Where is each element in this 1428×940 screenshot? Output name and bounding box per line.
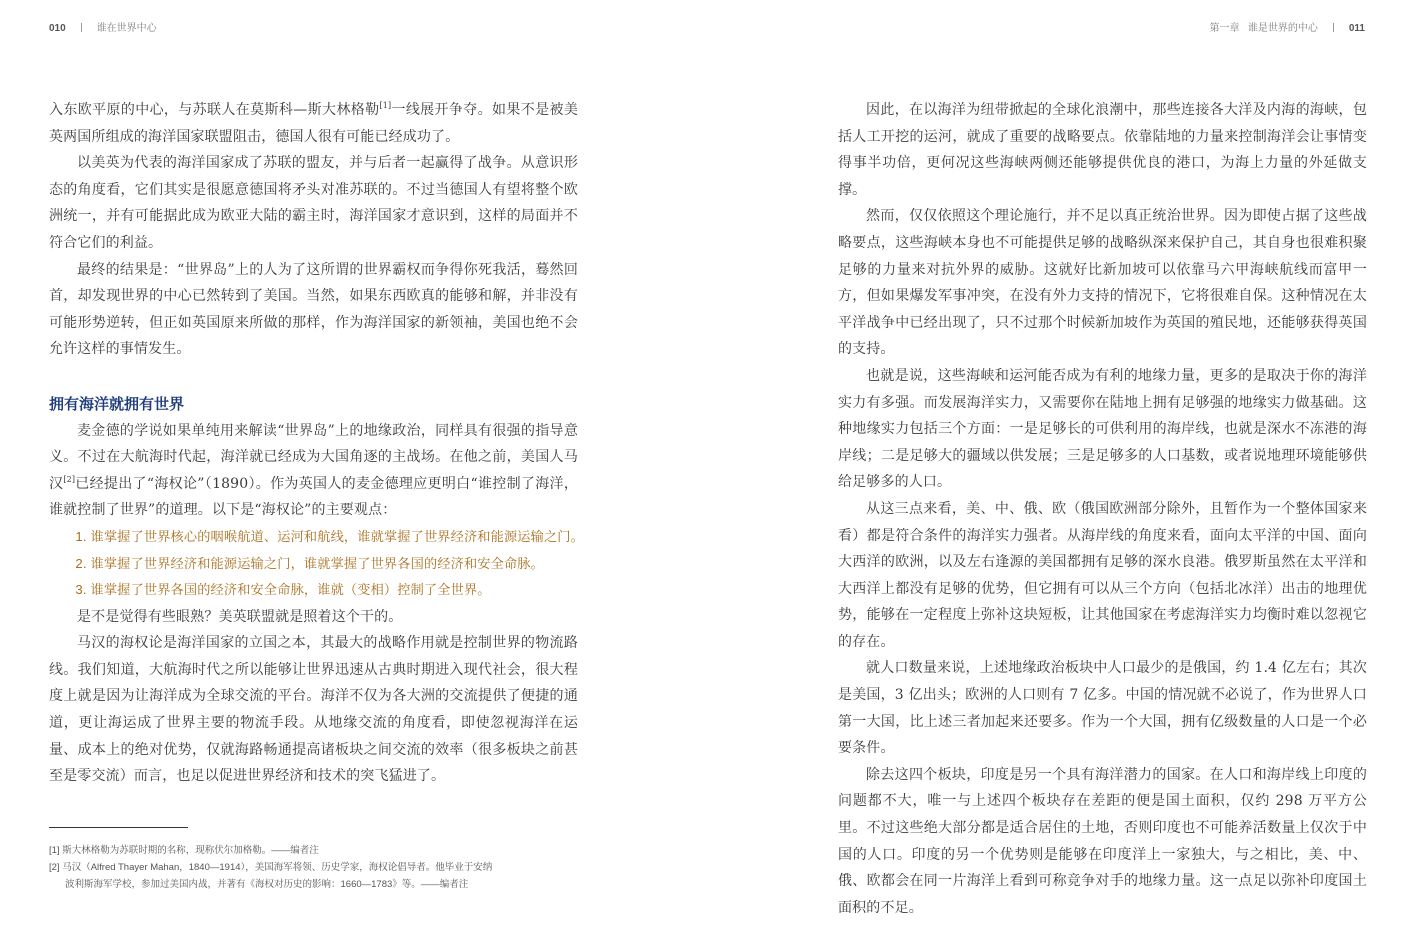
paragraph-text: 入东欧平原的中心，与苏联人在莫斯科—斯大林格勒: [49, 102, 380, 118]
paragraph-text: 麦金德的学说如果单纯用来解读“世界岛”上的地缘政治，同样具有很强的指导意义。不过在大航海时代起，海洋就已经成为大国角逐的主战场。在他之前，美国人马汉: [49, 422, 578, 492]
footnote-continuation: 波利斯海军学校，参加过美国内战，并著有《海权对历史的影响：1660—1783》等。——编者注: [65, 879, 469, 890]
paragraph-text: 已经提出了“海权论”（1890）。作为英国人的麦金德理应更明白“谁控制了海洋，谁就控制了世界”的道理。以下是“海权论”的主要观点：: [49, 475, 579, 519]
paragraph: [49, 97, 578, 150]
paragraph: 马汉的海权论是海洋国家的立国之本，其最大的战略作用就是控制世界的物流路线。我们知道，大航海时代之所以能够让世界迅速从古典时期进入现代社会，很大程度上就是因为让海洋成为全球交流的平台。海洋不仅为各大洲的交流提供了便捷的通道，更让海运成了世界主要的物流手段。从地缘交流的角度看，即使忽视海洋在运量、成本上的绝对优势，仅就海路畅通提高诸板块之间交流的效率（很多板块之前甚至是零交流）而言，也足以促进世界经济和技术的突飞猛进了。: [49, 635, 578, 785]
key-point: 3. 谁掌握了世界各国的经济和安全命脉，谁就（变相）控制了全世界。: [75, 582, 491, 598]
section-title: 拥有海洋就拥有世界: [49, 394, 185, 413]
paragraph: 最终的结果是：“世界岛”上的人为了这所谓的世界霸权而争得你死我活，蓦然回首，却发现世界的中心已然转到了美国。当然，如果东西欧真的能够和解，并非没有可能形势逆转，但正如英国原来所做的那样，作为海洋国家的新领袖，美国也绝不会允许这样的事情发生。: [49, 261, 578, 358]
paragraph: 因此，在以海洋为纽带掀起的全球化浪潮中，那些连接各大洋及内海的海峡，包括人工开挖的运河，就成了重要的战略要点。依靠陆地的力量来控制海洋会让事情变得事半功倍，更何况这些海峡两侧还能够提供优良的港口，为海上力量的外延做支撑。: [838, 102, 1367, 198]
paragraph: 除去这四个板块，印度是另一个具有海洋潜力的国家。在人口和海岸线上印度的问题都不大，唯一与上述四个板块存在差距的便是国土面积，仅约 298 万平方公里。不过这些绝大部分都是适合居住的土地，否则印度也不可能养活数量上仅次于中国的人口。印度的另一个优势则是能够在印度洋上一家独大，与之相比，美、中、俄、欧都会在同一片海洋上看到可称竞争对手的地缘力量。这一点足以弥补印度国土面积的不足。: [838, 766, 1367, 916]
paragraph-text: 一线展开争夺。如果不是被美英两国所组成的海洋国家联盟阻击，德国人很有可能已经成功了。: [49, 102, 578, 145]
paragraph: 也就是说，这些海峡和运河能否成为有利的地缘力量，更多的是取决于你的海洋实力有多强。而发展海洋实力，又需要你在陆地上拥有足够强的地缘实力做基础。这种地缘实力包括三个方面：一是足够长的可供利用的海岸线，也就是深水不冻港的海岸线；二是足够大的疆域以供发展；三是足够多的人口基数，或者说地理环境能够供给足够多的人口。: [838, 367, 1367, 491]
header-divider: [1333, 23, 1334, 32]
right-page: [714, 0, 1428, 940]
left-page-body: [49, 97, 584, 790]
left-page-header: [49, 19, 157, 34]
book-title: 谁在世界中心: [96, 23, 157, 34]
page-number: 011: [1348, 23, 1365, 34]
footnote: [1] 斯大林格勒为苏联时期的名称，现称伏尔加格勒。——编者注: [49, 845, 319, 856]
paragraph: 以美英为代表的海洋国家成了苏联的盟友，并与后者一起赢得了战争。从意识形态的角度看，它们其实是很愿意德国将矛头对准苏联的。不过当德国人有望将整个欧洲统一，并有可能据此成为欧亚大陆的霸主时，海洋国家才意识到，这样的局面并不符合它们的利益。: [49, 155, 578, 251]
footnote-ref-1[interactable]: [1]: [379, 101, 392, 110]
right-page-header: [1210, 19, 1365, 34]
paragraph: [49, 418, 578, 524]
chapter-title: 谁是世界的中心: [1247, 23, 1318, 34]
right-page-body: [838, 97, 1367, 921]
footnote: [2] 马汉（Alfred Thayer Mahan，1840—1914），美国海军将领、历史学家，海权论倡导者。他毕业于安纳: [49, 862, 493, 873]
paragraph: 从这三点来看，美、中、俄、欧（俄国欧洲部分除外，且暂作为一个整体国家来看）都是符合条件的海洋实力强者。从海岸线的角度来看，面向太平洋的中国、面向大西洋的欧洲，以及左右逢源的美国都拥有足够的深水良港。俄罗斯虽然在太平洋和大西洋上都没有足够的优势，但它拥有可以从三个方向（包括北冰洋）出击的地理优势，能够在一定程度上弥补这块短板，让其他国家在考虑海洋实力均衡时难以忽视它的存在。: [838, 500, 1367, 650]
paragraph: 然而，仅仅依照这个理论施行，并不足以真正统治世界。因为即使占据了这些战略要点，这些海峡本身也不可能提供足够的战略纵深来保护自己，其自身也很难积聚足够的力量来对抗外界的威胁。这就好比新加坡可以依靠马六甲海峡航线而富甲一方，但如果爆发军事冲突，在没有外力支持的情况下，它将很难自保。这种情况在太平洋战争中已经出现了，只不过那个时候新加坡作为英国的殖民地，还能够获得英国的支持。: [838, 208, 1367, 358]
footnotes: [49, 842, 578, 893]
page-number: 010: [49, 23, 66, 34]
header-divider: [81, 23, 82, 32]
footnote-divider: [49, 827, 188, 828]
paragraph: 是不是觉得有些眼熟？美英联盟就是照着这个干的。: [77, 608, 403, 625]
footnote-ref-2[interactable]: [2]: [63, 474, 76, 484]
key-point: 1. 谁掌握了世界核心的咽喉航道、运河和航线，谁就掌握了世界经济和能源运输之门。: [75, 528, 584, 544]
key-point: 2. 谁掌握了世界经济和能源运输之门，谁就掌握了世界各国的经济和安全命脉。: [75, 555, 544, 571]
paragraph: 就人口数量来说，上述地缘政治板块中人口最少的是俄国，约 1.4 亿左右；其次是美国，3 亿出头；欧洲的人口则有 7 亿多。中国的情况就不必说了，作为世界人口第一大国，比上述三者加起来还要多。作为一个大国，拥有亿级数量的人口是一个必要条件。: [838, 660, 1367, 757]
chapter-label: 第一章: [1209, 23, 1240, 34]
